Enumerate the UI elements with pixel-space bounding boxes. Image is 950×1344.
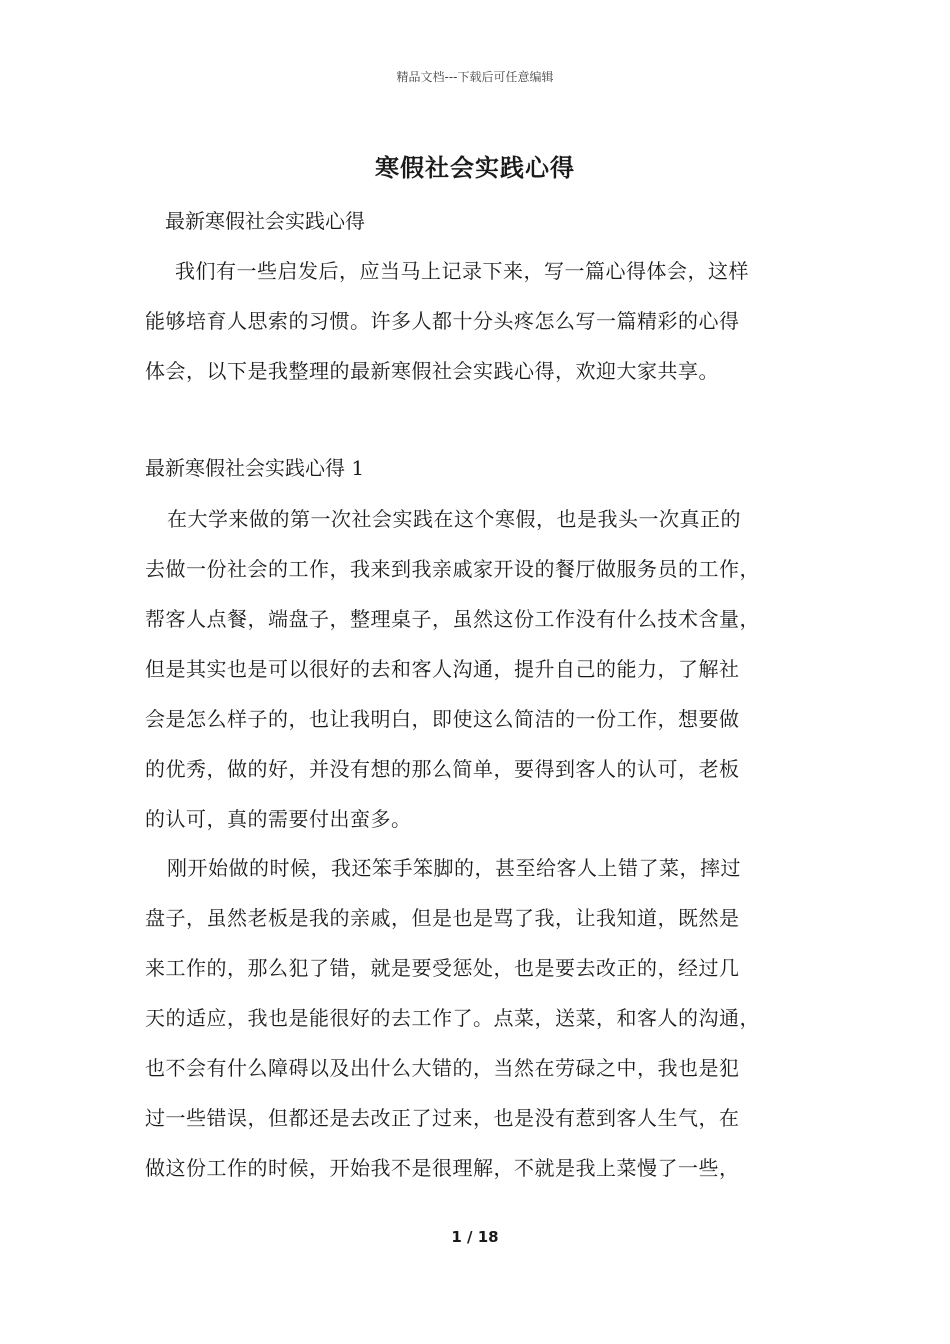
text-line: 的认可，真的需要付出蛮多。 <box>145 807 412 831</box>
text-line: 刚开始做的时候，我还笨手笨脚的，甚至给客人上错了菜，摔过 <box>167 856 741 880</box>
page-header: 精品文档---下载后可任意编辑 <box>396 70 554 84</box>
text-line: 能够培育人思索的习惯。许多人都十分头疼怎么写一篇精彩的心得 <box>145 309 740 333</box>
text-line: 我们有一些启发后，应当马上记录下来，写一篇心得体会，这样 <box>175 259 749 283</box>
text-line: 做这份工作的时候，开始我不是很理解，不就是我上菜慢了一些， <box>145 1156 740 1180</box>
paragraph-2 <box>145 843 825 1193</box>
text-line: 过一些错误，但都还是去改正了过来，也是没有惹到客人生气，在 <box>145 1106 740 1130</box>
text-line: 盘子，虽然老板是我的亲戚，但是也是骂了我，让我知道，既然是 <box>145 906 740 930</box>
text-line: 会是怎么样子的，也让我明白，即使这么简洁的一份工作，想要做 <box>145 707 740 731</box>
text-line: 也不会有什么障碍以及出什么大错的，当然在劳碌之中，我也是犯 <box>145 1056 740 1080</box>
document-title: 寒假社会实践心得 <box>375 153 575 182</box>
text-line: 帮客人点餐，端盘子，整理桌子，虽然这份工作没有什么技术含量， <box>145 607 760 631</box>
document-subtitle: 最新寒假社会实践心得 <box>165 209 365 233</box>
text-line: 来工作的，那么犯了错，就是要受惩处，也是要去改正的，经过几 <box>145 956 740 980</box>
text-line: 在大学来做的第一次社会实践在这个寒假，也是我头一次真正的 <box>167 507 741 531</box>
text-line: 天的适应，我也是能很好的去工作了。点菜，送菜，和客人的沟通， <box>145 1006 760 1030</box>
section-heading: 最新寒假社会实践心得 1 <box>145 456 365 480</box>
text-line: 去做一份社会的工作，我来到我亲戚家开设的餐厅做服务员的工作， <box>145 557 760 581</box>
paragraph-1 <box>145 494 825 844</box>
text-line: 的优秀，做的好，并没有想的那么简单，要得到客人的认可，老板 <box>145 757 740 781</box>
page-number: 1 / 18 <box>451 1228 499 1246</box>
text-line: 但是其实也是可以很好的去和客人沟通，提升自己的能力，了解社 <box>145 657 740 681</box>
intro-paragraph <box>145 246 825 396</box>
text-line: 体会，以下是我整理的最新寒假社会实践心得，欢迎大家共享。 <box>145 359 719 383</box>
